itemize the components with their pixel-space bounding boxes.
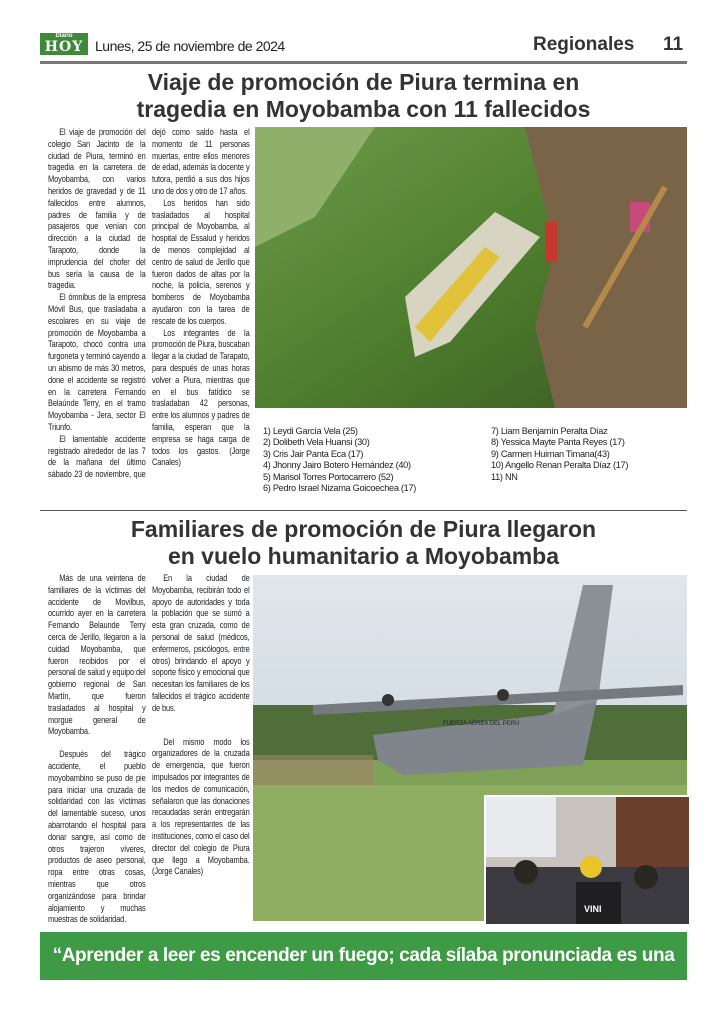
victim-item: 7) Liam Benjamín Peralta Díaz [491,426,608,436]
paragraph: Después del trágico accidente, el pueblo moyobambino se puso de pie para iniciar una cruzada de solidaridad con las víctimas del lamentable suceso, unos abarrotando el hospital para donar sangre, así como de otros trajeron víveres, productos de aseo personal, ropa entre otras cosas, mientras que otros organizándose para brindar alojamiento y muchas muestras de solidaridad. [48,749,146,925]
victim-item: 2) Dolibeth Vela Huansi (30) [263,437,370,448]
victims-list-1 [263,426,416,494]
logo-small-text: Diario [55,33,73,39]
header-rule [40,61,687,64]
paragraph: En la ciudad de Moyobamba, recibirán todo el apoyo de autoridades y toda la población que se sumó a esta gran cruzada, como de personal de salud (médicos, enfermeros, psicólogos, entre otros) brindando el apoyo y soporte físico y emocional que necesitan los familiares de los fallecidos el trágico accidente de bus. [152,573,250,713]
issue-date: Lunes, 25 de noviembre de 2024 [95,38,285,54]
victim-item: 10) Angello Renan Peralta Díaz (17) [491,460,629,471]
victim-item: 5) Marisol Torres Portocarrero (52) [263,471,394,482]
victim-item: 9) Carmen Huiman Timana(43) [491,448,610,459]
article-divider [40,510,687,511]
victim-item: 4) Jhonny Jairo Botero Hernández (40) [263,460,411,471]
bus-crash-photo [255,127,687,408]
paragraph: Los integrantes de la promoción de Piura, buscaban llegar a la ciudad de Tarapato, para después de unas horas volver a Piura, mientras que en el bus fatídico se trasladaban 42 personas, entre los alumnos y padres de familia, esperan que la empresa se haga carga de todos los gastos. (Jorge Canales) [152,327,250,468]
victim-item: 11) NN [491,471,518,482]
paragraph: El viaje de promoción del colegio San Jacinto de la ciudad de Piura, terminó en tragedia en la carretera de Moyobamba, con varios heridos de gravedad y de 11 fallecidos entre alumnos, padres de familia y de pasajeros que venían con dirección a la ciudad de Tarapoto, donde la imprudencia del chofer del bus sería la causa de la tragedia. [48,127,146,291]
article1-body [48,127,250,481]
victim-item: 8) Yessica Mayte Panta Reyes (17) [491,437,625,448]
article2-body [48,573,250,926]
article1-headline [40,69,687,123]
diario-hoy-logo [40,33,88,55]
paragraph: Más de una veintena de familiares de la víctimas del accidente de Movilbus, ocurrido ayer en la carretera Fernando Belaunde Terry cerca de Jerillo, llegaron a la cuidad Moyobamba, que fueron recibidos por el personal de salud y equipo del gobierno regional de San Martín, que fueron trasladados al hospital y morgue general de Moyobamba. [48,573,146,737]
families-hospital-photo [484,795,689,924]
headline-line: Familiares de promoción de Piura llegaron [130,516,597,542]
paragraph: El ómnibus de la empresa Móvil Bus, que trasladaba a escolares en su viaje de promoción de Moyobamba a Tarapoto, chocó contra una furgoneta y terminó cayendo a un abismo de más 30 metros, done el accidente se registró en la carretera Fernando Belaúnde Terry, en el tramo Moyobamba - Jera, sector El Triunfo. [48,292,146,432]
article2-headline [40,516,687,570]
logo-big-text: HOY [44,39,84,55]
victim-item: 3) Cris Jair Panta Eca (17) [263,448,364,459]
plane-label: FUERZA AÉREA DEL PERÚ [443,721,520,727]
paragraph: Del mismo modo los organizadores de la cruzada de emergencia, que fueron impulsados por integrantes de los medios de comunicación, señalaron que las donaciones recaudadas serán entregarán a los representantes de las instituciones, como el caso del director del colegio de Piura que llego a Moyobamba. (Jorge Canales) [152,736,250,877]
vest-label: VINI [584,904,602,914]
section-name: Regionales [533,34,635,55]
headline-line: en vuelo humanitario a Moyobamba [167,543,560,569]
paragraph: Los heridos han sido trasladados al hospital principal de Moyobamba, al hospital de Essalud y heridos de menos complejidad al centro de salud de Jerillo que fueron dados de altas por la noche, la policía, serenos y bomberos de Moyobamba ayudaron con la tarea de rescate de los cuerpos. [152,197,250,326]
victim-item: 1) Leydi García Vela (25) [263,426,358,436]
headline-line: tragedia en Moyobamba con 11 fallecidos [136,96,591,122]
quote-banner: “Aprender a leer es encender un fuego; cada sílaba pronunciada es una chispa”. [40,932,687,980]
page-number: 11 [663,34,684,55]
headline-line: Viaje de promoción de Piura termina en [147,69,580,95]
victim-item: 6) Pedro Israel Nizama Goicoechea (17) [263,483,417,494]
victims-list-2 [491,426,628,483]
paragraph: El lamentable accidente registrado alrededor de las 7 de la mañana del último sábado 23 de noviembre, que dejó como saldo hasta el momento de 11 personas muertas, entre ellos menores de edad, además la docente y tutora, perdió a sus dos hijos uno de dos y otro de 17 años. [48,127,250,480]
